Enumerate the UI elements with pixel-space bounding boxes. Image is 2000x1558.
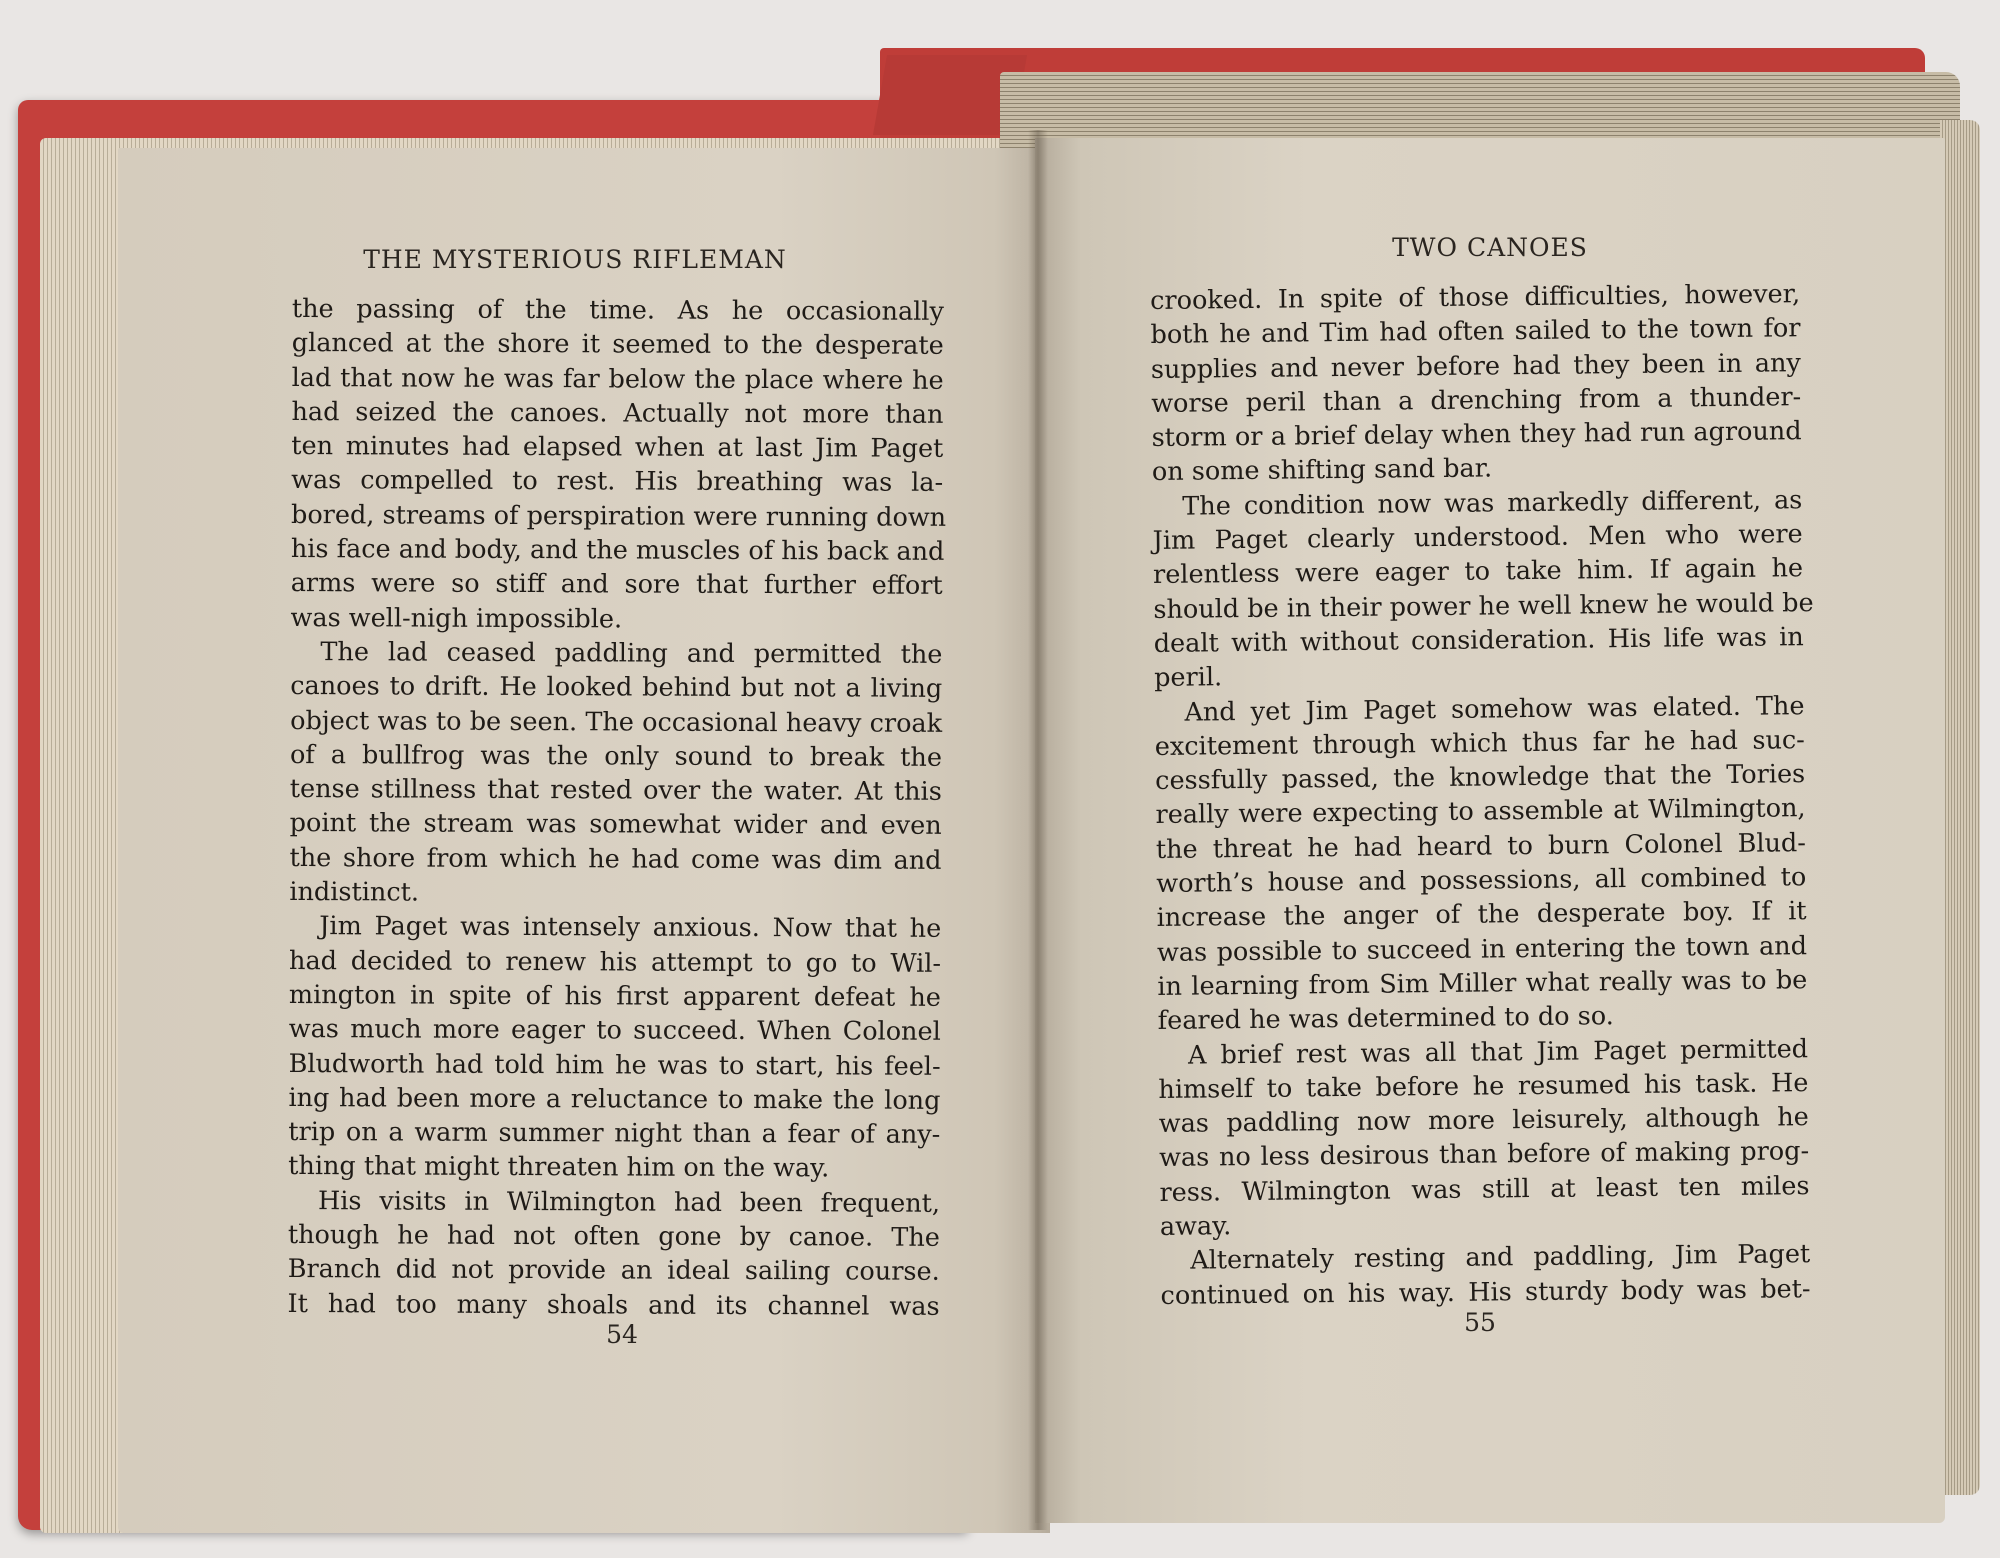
text-line: The condition now was markedly different, as	[1182, 484, 1803, 522]
text-line: arms were so stiff and sore that further effort	[290, 568, 943, 602]
left-page-text	[287, 292, 947, 1324]
text-line: It had too many shoals and its channel was	[287, 1288, 940, 1322]
book-gutter	[1028, 130, 1048, 1530]
text-line: the passing of the time. As he occasionally	[291, 293, 944, 327]
running-head-left: THE MYSTERIOUS RIFLEMAN	[363, 245, 787, 274]
page-number-left: 54	[606, 1320, 638, 1349]
text-line: had seized the canoes. Actually not more than	[291, 396, 944, 430]
text-line: excitement through which thus far he had suc-	[1154, 725, 1805, 762]
text-line: himself to take before he resumed his task. He	[1158, 1067, 1809, 1105]
text-line: trip on a warm summer night than a fear of any-	[288, 1117, 941, 1150]
text-line: was compelled to rest. His breathing was la-	[291, 465, 944, 499]
text-line: Branch did not provide an ideal sailing course.	[287, 1254, 940, 1288]
page-edges-right	[1940, 120, 1980, 1495]
text-line: away.	[1159, 1211, 1232, 1242]
text-line: peril.	[1153, 662, 1223, 694]
text-line: the threat he had heard to burn Colonel Blud-	[1155, 827, 1807, 865]
text-line: the shore from which he had come was dim and	[289, 842, 942, 876]
text-line: was much more eager to succeed. When Colonel	[288, 1014, 941, 1048]
text-line: was paddling now more leisurely, although he	[1158, 1102, 1809, 1140]
running-head-right: TWO CANOES	[1392, 233, 1588, 262]
text-line: tense stillness that rested over the water. At this	[289, 774, 942, 807]
text-line: his face and body, and the muscles of his back and	[290, 534, 945, 567]
text-line: had decided to renew his attempt to go to Wil-	[289, 945, 942, 979]
text-line: cessfully passed, the knowledge that the Tories	[1155, 759, 1806, 797]
text-line: His visits in Wilmington had been frequent,	[317, 1185, 941, 1219]
text-line: canoes to drift. He looked behind but not a living	[290, 671, 943, 705]
text-line: Bludworth had told him he was to start, his feel-	[288, 1048, 941, 1082]
text-line: mington in spite of his first apparent defeat he	[288, 979, 941, 1013]
text-line: worse peril than a drenching from a thunder-	[1151, 382, 1802, 419]
text-line: worth’s house and possessions, all combined to	[1156, 862, 1807, 900]
text-line: lad that now he was far below the place where he	[291, 362, 944, 396]
text-line: ten minutes had elapsed when at last Jim Paget	[291, 431, 944, 465]
text-line: increase the anger of the desperate boy. If it	[1156, 896, 1807, 934]
text-line: really were expecting to assemble at Wilmington,	[1155, 793, 1806, 831]
text-line: crooked. In spite of those difficulties, however,	[1150, 279, 1801, 316]
page-number-right: 55	[1464, 1308, 1496, 1337]
text-line: object was to be seen. The occasional heavy croak	[290, 705, 943, 739]
text-line: thing that might threaten him on the way.	[288, 1151, 830, 1184]
text-line: Jim Paget clearly understood. Men who were	[1152, 519, 1803, 557]
text-line: A brief rest was all that Jim Paget permitted	[1187, 1033, 1809, 1071]
text-line: And yet Jim Paget somehow was elated. The	[1184, 690, 1805, 728]
text-line: feared he was determined to do so.	[1157, 1001, 1614, 1037]
text-line: both he and Tim had often sailed to the town for	[1150, 313, 1801, 351]
text-line: though he had not often gone by canoe. The	[287, 1220, 940, 1253]
text-line: was well-nigh impossible.	[290, 602, 623, 635]
text-line: glanced at the shore it seemed to the desperate	[291, 328, 944, 362]
text-line: on some shifting sand bar.	[1151, 453, 1493, 488]
text-line: of a bullfrog was the only sound to break the	[289, 739, 943, 773]
text-line: bored, streams of perspiration were running down	[290, 499, 947, 533]
text-line: dealt with without consideration. His life was in	[1153, 622, 1804, 659]
text-line: Alternately resting and paddling, Jim Paget	[1190, 1239, 1811, 1276]
text-line: should be in their power he well knew he would be	[1153, 587, 1814, 625]
text-line: point the stream was somewhat wider and even	[289, 808, 942, 842]
text-line: supplies and never before had they been in any	[1150, 347, 1802, 385]
text-line: ress. Wilmington was still at least ten miles	[1159, 1170, 1810, 1208]
text-line: storm or a brief delay when they had run aground	[1151, 416, 1802, 454]
text-line: in learning from Sim Miller what really was to be	[1157, 965, 1808, 1002]
right-page-text	[1150, 277, 1814, 1313]
text-line: continued on his way. His sturdy body was bet-	[1160, 1273, 1811, 1311]
text-line: relentless were eager to take him. If again he	[1152, 553, 1804, 591]
text-line: was possible to succeed in entering the town and	[1156, 930, 1808, 968]
text-line: was no less desirous than before of making prog-	[1158, 1136, 1810, 1174]
text-line: indistinct.	[289, 877, 420, 908]
text-line: The lad ceased paddling and permitted the	[320, 637, 943, 670]
text-line: Jim Paget was intensely anxious. Now that he	[319, 911, 942, 945]
text-line: ing had been more a reluctance to make the long	[288, 1082, 941, 1116]
